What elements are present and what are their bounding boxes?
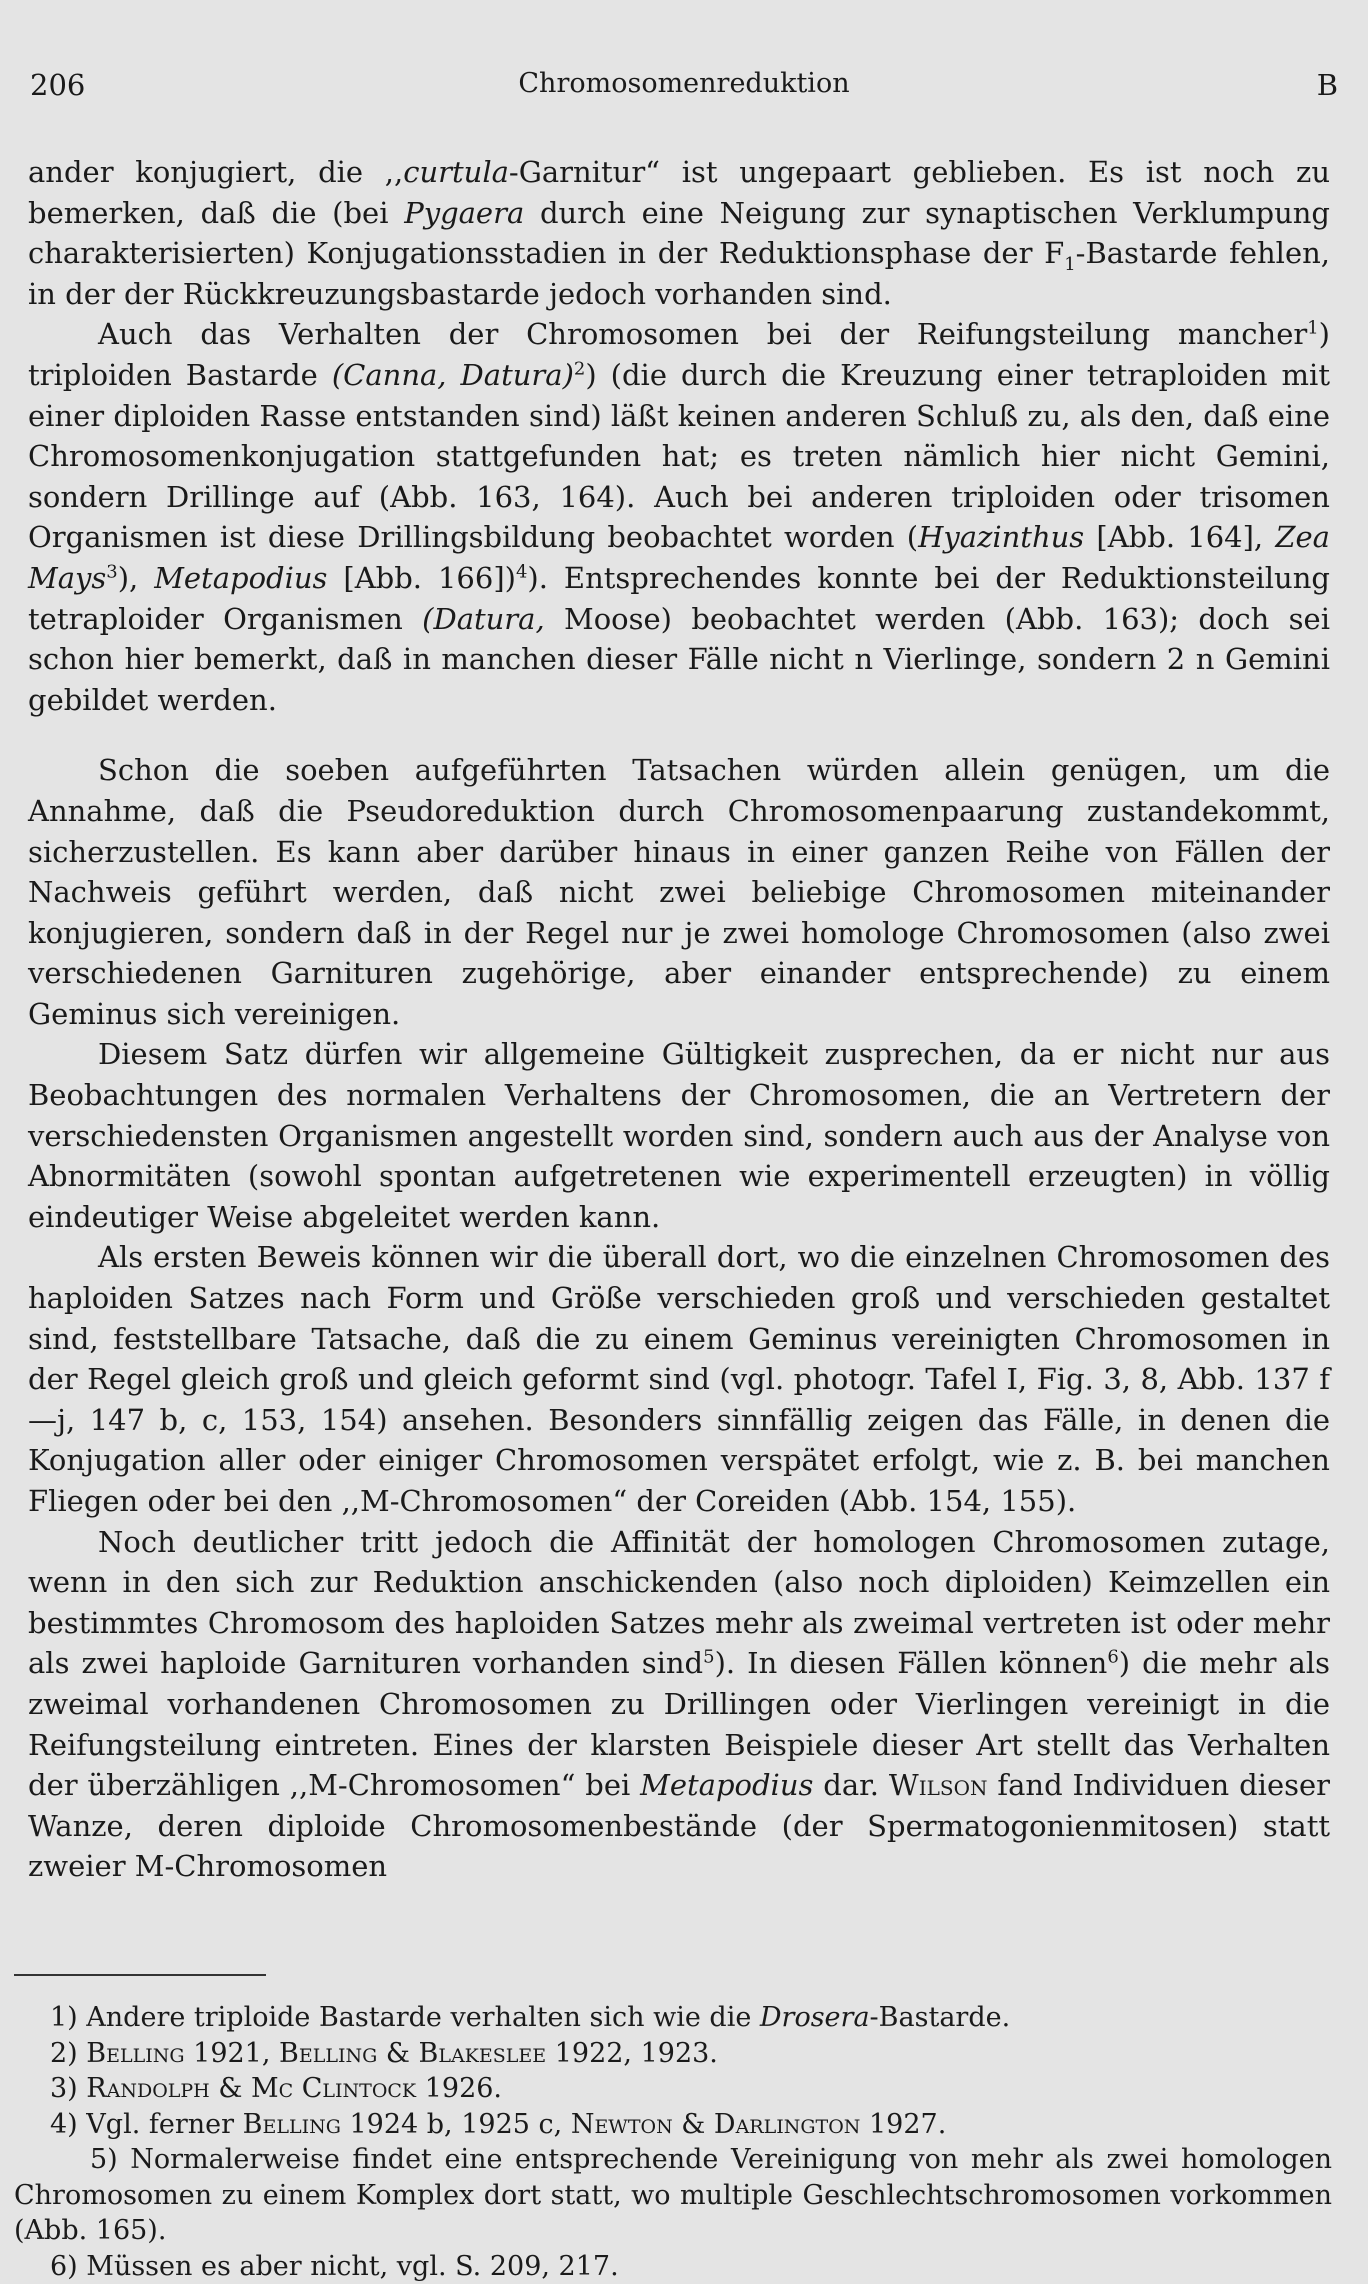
text-run: 5) Normalerweise findet eine entsprechende Vereinigung von mehr als zwei homologen Chromosomen zu einem Komplex dort statt, wo multiple Geschlechtschromosomen vorkommen (Abb. 165). <box>14 2144 1332 2246</box>
author-name: Darlington <box>714 2109 860 2140</box>
author-name: Belling <box>279 2038 377 2069</box>
text-run: Diesem Satz dürfen wir allgemeine Gültigkeit zusprechen, da er nicht nur aus Beobachtungen des normalen Verhaltens der Chromosomen, die an Vertretern der verschiedensten Organismen angestellt worden sind, sondern auch aus der Analyse von Abnormitäten (sowohl spontan aufgetretenen wie experimentell erzeugten) in völlig eindeutiger Weise abgeleitet werden kann. <box>28 1037 1330 1233</box>
text-run: ) (die durch die Kreuzung einer tetraploiden mit einer diploiden Rasse entstanden sind) läßt keinen anderen Schluß zu, als den, daß eine Chromosomenkonjugation stattgefunden hat; es treten nämlich hier nicht Gemini, sondern Drillinge auf (Abb. 163, 164). Auch bei anderen triploiden oder trisomen Organismen ist diese Drillingsbildung beobachtet worden ( <box>28 358 1330 554</box>
text-run: 1921, <box>185 2038 279 2069</box>
text-run: Moose) beobachtet werden (Abb. 163); doch sei schon hier bemerkt, daß in manchen dieser Fälle nicht n Vierlinge, sondern 2 n Gemini gebildet werden. <box>28 602 1330 717</box>
text-run: ). Entsprechendes konnte bei der Reduktionsteilung tetraploider Organismen <box>28 561 1330 636</box>
footnote <box>14 2142 1332 2249</box>
text-run: 3) <box>50 2073 86 2104</box>
footnote-rule <box>14 1974 266 1976</box>
paragraph <box>28 1034 1330 1237</box>
text-run: 6) Müssen es aber nicht, vgl. S. 209, 217. <box>50 2251 619 2282</box>
text-run: Noch deutlicher tritt jedoch die Affinität der homologen Chromosomen zutage, wenn in den sich zur Reduktion anschickenden (also noch diploiden) Keimzellen ein bestimmtes Chromosom des haploiden Satzes mehr als zweimal vertreten ist oder mehr als zwei haploide Garnituren vorhanden sind <box>28 1525 1330 1681</box>
text-run: -Garnitur“ ist ungepaart geblieben. Es ist noch zu bemerken, daß die (bei <box>28 155 1330 230</box>
text-run: -Bastarde fehlen, in der der Rückkreuzungsbastarde jedoch vorhanden sind. <box>28 236 1330 311</box>
footnote <box>14 2071 1332 2107</box>
text-run: ), <box>118 561 155 595</box>
author-name: Belling <box>243 2109 341 2140</box>
text-run: 1927. <box>860 2109 946 2140</box>
body-text <box>28 152 1330 1887</box>
italic-text: curtula <box>403 155 509 189</box>
text-run: Auch das Verhalten der Chromosomen bei der Reifungsteilung mancher <box>98 317 1307 351</box>
author-name: Randolph <box>86 2073 209 2104</box>
text-run: [Abb. 166]) <box>327 561 516 595</box>
text-run: 1924 b, 1925 c, <box>341 2109 571 2140</box>
italic-text: Metapodius <box>154 561 327 595</box>
text-run: & <box>210 2073 251 2104</box>
author-name: Mc Clintock <box>251 2073 416 2104</box>
text-run: 4) Vgl. ferner <box>50 2109 243 2140</box>
author-name: Newton <box>571 2109 673 2140</box>
italic-text: Hyazinthus <box>918 520 1084 554</box>
section-letter: B <box>1317 68 1338 102</box>
text-run: 1926. <box>416 2073 502 2104</box>
footnote-ref: 4 <box>516 561 527 582</box>
footnote-ref: 3 <box>106 561 117 582</box>
text-run: ) triploiden Bastarde <box>28 317 1330 392</box>
text-run: ) die mehr als zweimal vorhandenen Chromosomen zu Drillingen oder Vierlingen vereinigt in die Reifungsteilung eintreten. Eines der klarsten Beispiele dieser Art stellt das Verhalten der überzähligen ,,M-Chromosomen“ bei <box>28 1646 1330 1802</box>
paragraph <box>28 750 1330 1034</box>
text-run: -Bastarde. <box>870 2002 1011 2033</box>
text-run: ander konjugiert, die ,, <box>28 155 403 189</box>
footnote <box>14 2107 1332 2143</box>
author-name: Wilson <box>889 1768 988 1802</box>
footnote-ref: 5 <box>703 1647 714 1668</box>
text-run: [Abb. 164], <box>1084 520 1275 554</box>
text-run: 1 <box>1064 254 1075 275</box>
text-run: Als ersten Beweis können wir die überall dort, wo die einzelnen Chromosomen des haploiden Satzes nach Form und Größe verschieden groß und verschieden gestaltet sind, feststellbare Tatsache, daß die zu einem Geminus vereinigten Chromosomen in der Regel gleich groß und gleich geformt sind (vgl. photogr. Tafel I, Fig. 3, 8, Abb. 137 f—j, 147 b, c, 153, 154) ansehen. Besonders sinnfällig zeigen das Fälle, in denen die Konjugation aller oder einiger Chromosomen verspätet erfolgt, wie z. B. bei manchen Fliegen oder bei den ,,M-Chromosomen“ der Coreiden (Abb. 154, 155). <box>28 1240 1330 1518</box>
text-run: 1922, 1923. <box>546 2038 718 2069</box>
running-title: Chromosomenreduktion <box>30 68 1338 99</box>
text-run: fand Individuen dieser Wanze, deren diploide Chromosomenbestände (der Spermatogonienmitosen) statt zweier M-Chromosomen <box>28 1768 1330 1883</box>
author-name: Belling <box>86 2038 184 2069</box>
paragraph <box>28 152 1330 314</box>
text-run: 1) Andere triploide Bastarde verhalten sich wie die <box>50 2002 760 2033</box>
italic-text: Zea Mays <box>28 520 1330 595</box>
footnote <box>14 2000 1332 2036</box>
text-run: & <box>673 2109 714 2140</box>
text-run: 2) <box>50 2038 86 2069</box>
paragraph <box>28 1522 1330 1887</box>
paragraph <box>28 1237 1330 1521</box>
italic-text: (Canna, Datura) <box>332 358 574 392</box>
italic-text: Pygaera <box>404 196 524 230</box>
author-name: Blakeslee <box>419 2038 547 2069</box>
paragraph <box>28 314 1330 720</box>
text-run: dar. <box>813 1768 889 1802</box>
italic-text: Metapodius <box>640 1768 813 1802</box>
footnotes <box>14 2000 1332 2284</box>
footnote-ref: 2 <box>574 358 585 379</box>
footnote-ref: 6 <box>1107 1647 1118 1668</box>
italic-text: (Datura, <box>422 602 545 636</box>
page-number: 206 <box>30 68 85 102</box>
text-run: Schon die soeben aufgeführten Tatsachen würden allein genügen, um die Annahme, daß die Pseudoreduktion durch Chromosomenpaarung zustandekommt, sicherzustellen. Es kann aber darüber hinaus in einer ganzen Reihe von Fällen der Nachweis geführt werden, daß nicht zwei beliebige Chromosomen miteinander konjugieren, sondern daß in der Regel nur je zwei homologe Chromosomen (also zwei verschiedenen Garnituren zugehörige, aber einander entsprechende) zu einem Geminus sich vereinigen. <box>28 753 1330 1031</box>
text-run: durch eine Neigung zur synaptischen Verklumpung charakterisierten) Konjugationsstadien in der Reduktionsphase der F <box>28 196 1330 271</box>
footnote <box>14 2036 1332 2072</box>
footnote <box>14 2249 1332 2284</box>
text-run: & <box>377 2038 418 2069</box>
page-header <box>30 60 1338 110</box>
italic-text: Drosera <box>760 2002 870 2033</box>
footnote-ref: 1 <box>1307 318 1318 339</box>
text-run: ). In diesen Fällen können <box>715 1646 1108 1680</box>
